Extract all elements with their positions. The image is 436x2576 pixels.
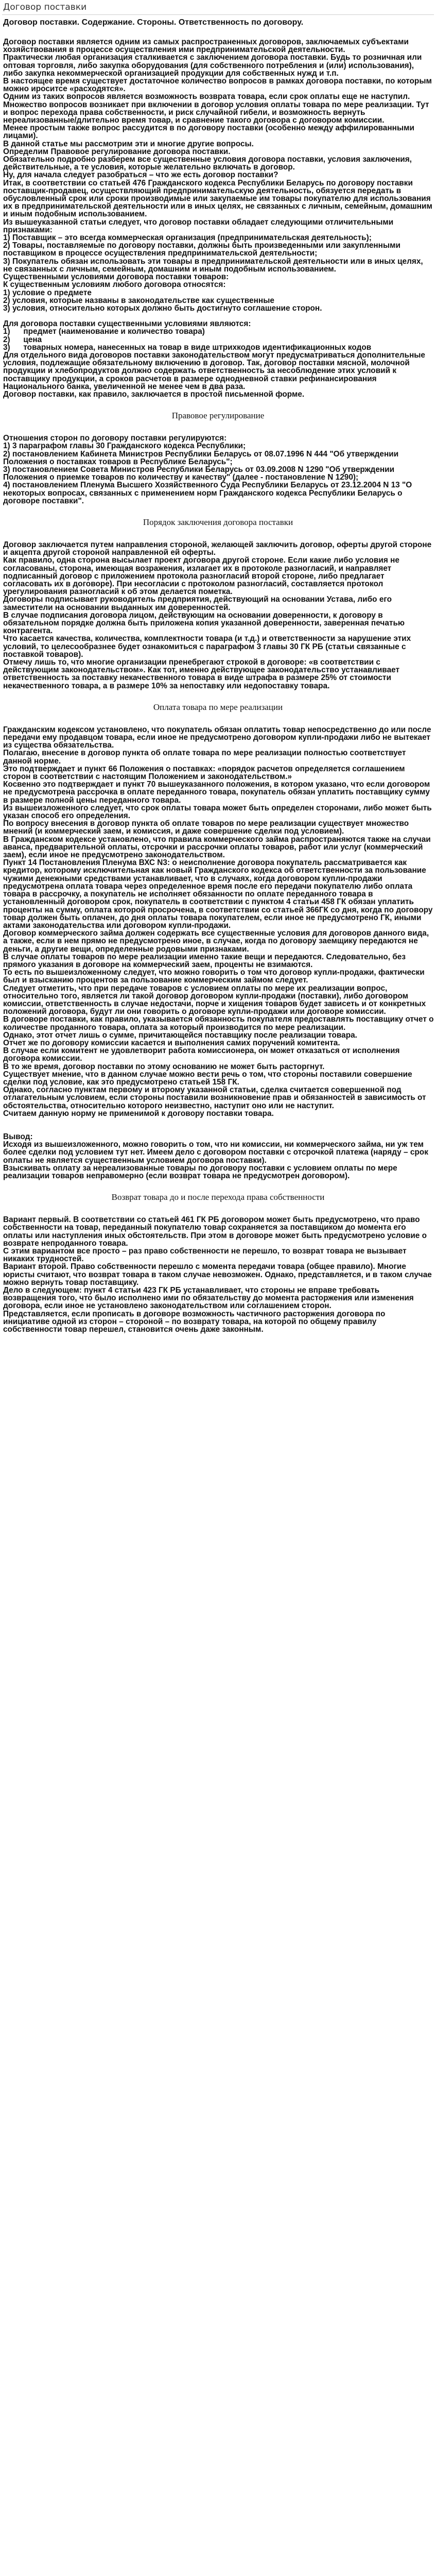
page-title: Договор поставки. Содержание. Стороны. Ответственность по договору. bbox=[3, 18, 304, 27]
paragraph: Для отдельного вида договоров поставки законодательством могут предусматриваться дополнительные условия, подлежащие обязательному включению в договор. Так, договор поставки мясной, молочной продукции и хлебопродуктов должно содержать ответственность за несоблюдение этих условий к поставщику продукции, а сроков расчетов в размере однодневной ставки рефинансирования Национального банка, увеличенной не менее чем в два раза. bbox=[3, 350, 428, 391]
paragraph: Существует мнение, что в данном случае можно вести речь о том, что стороны поставили совершение сделки под условие, как это предусмотрено статьей 158 ГК. bbox=[3, 1070, 414, 1087]
paragraph: Договор заключается путем направления стороной, желающей заключить договор, оферты другой стороне и акцепта другой стороной направленной ей оферты. bbox=[3, 540, 434, 557]
paragraph: В данной статье мы рассмотрим эти и многие другие вопросы. bbox=[3, 139, 254, 148]
paragraph: В случае оплаты товаров по мере реализации именно такие вещи и передаются. Следовательно, без прямого указания в договоре на коммерческий заем, проценты не взимаются. bbox=[3, 952, 408, 969]
section-heading-conclusion: Порядок заключения договора поставки bbox=[143, 517, 293, 527]
paragraph: Менее простым также вопрос рассудится в по договору поставки (особенно между аффилированными лицами). bbox=[3, 124, 417, 141]
section-heading-payment: Оплата товара по мере реализации bbox=[153, 702, 283, 712]
summary-heading: Вывод: bbox=[3, 1132, 33, 1141]
list-item: 4) постановлением Пленума Высшего Хозяйственного Суда Республики Беларусь от 23.12.2004 N 13 "О некоторых вопросах, связанных с применением норм Гражданского кодекса Республики Беларусь о договоре поставки". bbox=[3, 481, 414, 505]
paragraph: В случае подписания договора лицом, действующим на основании доверенности, к договору в обязательном порядке должна быть приложена копия указанной доверенности, заверенная печатью контрагента. bbox=[3, 611, 407, 636]
list-item: 1) Поставщик – это всегда коммерческая организация (предпринимательская деятельность); bbox=[3, 233, 372, 243]
paragraph: Исходя из вышеизложенного, можно говорить о том, что ни комиссии, ни коммерческого займа, ни уж тем более сделки под условием тут нет. Имеем дело с договором поставки с отсрочкой платежа (наряду – срок оплаты не является существенным условием договора поставки). bbox=[3, 1140, 431, 1165]
paragraph: В настоящее время существует достаточное количество вопросов в рамках договора поставки, по которым можно ироситсе «расходятся». bbox=[3, 77, 434, 94]
breadcrumb[interactable]: Договор поставки bbox=[3, 2, 87, 12]
paragraph: Отмечу лишь то, что многие организации пренебрегают строкой в договоре: «в соответствии с действующим законодательством». Как тот, именно действующее законодательство устанавливает ответственность за поставку некачественного товара в виде штрафа в размере 25% от стоимости некачественного товара, а в размере 10% за непоставку или недопоставку товара. bbox=[3, 658, 402, 690]
section-heading-legal: Правовое регулирование bbox=[171, 411, 265, 421]
paragraph: Договор поставки является одним из самых распространенных договоров, заключаемых субъектами хозяйствования в процессе осуществления ими предпринимательской деятельности. bbox=[3, 38, 411, 55]
paragraph: Однако, этот отчет лишь о сумме, причитающейся поставщику после реализации товара. bbox=[3, 1030, 357, 1040]
paragraph: Договор коммерческого займа должен содержать все существенные условия для договоров данного вида, а также, если в нем прямо не предусмотрено иное, в случае, когда по договору заемщику передаются не деньги, а другие вещи, определенные родовыми признаками. bbox=[3, 929, 431, 954]
paragraph: Представляется, если прописать в договоре возможность частичного расторжения договора по инициативе одной из сторон – стороной – по возврату товара, на которой по общему правилу собственности товар перешел, становится очень даже законным. bbox=[3, 1309, 388, 1334]
list-item: 1) 3 параграфом главы 30 Гражданского кодекса Республики; bbox=[3, 442, 246, 451]
return-section bbox=[2, 1216, 434, 1333]
paragraph: К существенным условиям любого договора относятся: bbox=[3, 280, 226, 290]
paragraph: Определим Правовое регулирование договора поставки. bbox=[3, 147, 231, 156]
paragraph: Итак, в соответствии со статьей 476 Гражданского кодекса Республики Беларусь по договору поставки поставщик-продавец, осуществляющий предпринимательскую деятельность, обязуется передать в обусловленный срок или сроки производимые или закупаемые им товары покупателю для использования их в предпринимательской деятельности или в иных целях, не связанных с личным, семейным, домашним и иным подобным использованием. bbox=[3, 178, 435, 219]
list-item: 3) условия, относительно которых должно быть достигнуто соглашение сторон. bbox=[3, 303, 322, 313]
intro-section bbox=[2, 38, 434, 312]
paragraph: Дело в следующем: пункт 4 статьи 423 ГК РБ устанавливает, что стороны не вправе требовать возвращения того, что было исполнено ими по обязательству до момента расторжения или изменения договора, если иное не установлено законодательством или соглашением сторон. bbox=[3, 1286, 416, 1311]
list-item: 3) товарных номера, нанесенных на товар в виде штрихкодов идентификационных кодов bbox=[3, 343, 372, 352]
paragraph: Из вышеуказанной статьи следует, что договор поставки обладает следующими отличительными признаками: bbox=[3, 217, 396, 234]
list-item: 1) условие о предмете bbox=[3, 288, 92, 297]
paragraph: Вариант второй. Право собственности перешло с момента передачи товара (общее правило). Многие юристы считают, что возврат товара в таком случае невозможен. Однако, представляется, и в таком случае можно вернуть товар поставщику. bbox=[3, 1262, 434, 1287]
list-item: 1) предмет (наименование и количество товара) bbox=[3, 327, 205, 336]
paragraph: Договоры подписывает руководитель предприятия, действующий на основании Устава, либо его заместители на основании выданных им доверенностей. bbox=[3, 595, 394, 612]
legal-section bbox=[2, 434, 434, 505]
paragraph: С этим вариантом все просто – раз право собственности не перешло, то возврат товара не вызывает никаких трудностей. bbox=[3, 1247, 409, 1264]
summary-section bbox=[2, 1133, 434, 1180]
paragraph: Взыскивать оплату за нереализованные товары по договору поставки с условием оплаты по мере реализации товаров неправомерно (если возврат товара не предусмотрен договором). bbox=[3, 1163, 399, 1180]
list-item: 3) постановлением Совета Министров Республики Беларусь от 03.09.2008 N 1290 "Об утверждении Положения о приемке товаров по количеству и качеству" (далее - постановление N 1290); bbox=[3, 465, 397, 482]
paragraph: Существенными условиями договора поставки товаров: bbox=[3, 273, 229, 282]
paragraph: Косвенно это подтверждает и пункт 70 вышеуказанного положения, в котором указано, что если договором не предусмотрена рассрочка в оплате переданного товара, покупатель обязан уплатить поставщику сумму в размере полной цены переданного товара. bbox=[3, 780, 432, 805]
conclusion-procedure-section bbox=[2, 541, 434, 690]
list-item: 2) цена bbox=[3, 335, 42, 344]
payment-section bbox=[2, 726, 434, 1117]
paragraph: Однако, согласно пунктам первому и второму указанной статьи, сделка считается совершенной под отлагательным условием, если стороны поставили возникновение прав и обязанностей в зависимость от обстоятельства, относительно которого неизвестно, наступит оно или не наступит. bbox=[3, 1086, 428, 1110]
paragraph: По вопросу внесения в договор пункта об оплате товаров по мере реализации существует множество мнений (и коммерческий заем, и комиссия, и даже совершение сделки под условием). bbox=[3, 819, 411, 836]
list-item: 2) постановлением Кабинета Министров Республики Беларусь от 08.07.1996 N 444 "Об утверждении Положения о поставках товаров в Республике Беларусь"; bbox=[3, 449, 401, 466]
paragraph: Отношения сторон по договору поставки регулируются: bbox=[3, 434, 227, 443]
paragraph: Считаем данную норму не применимой к договору поставки товара. bbox=[3, 1109, 274, 1118]
paragraph: Обязательно подробно разберем все существенные условия договора поставки, условия заключения, действительные, а те условия, которые желательно включать в договор. bbox=[3, 155, 414, 172]
paragraph: Отчет же по договору комиссии касается и выполнения самих поручений комитента. bbox=[3, 1038, 340, 1047]
paragraph: В то же время, договор поставки по этому основанию не может быть расторгнут. bbox=[3, 1062, 325, 1071]
paragraph: Ну, для начала следует разобраться – что же есть договор поставки? bbox=[3, 171, 278, 180]
section-heading-return: Возврат товара до и после перехода права собственности bbox=[111, 1192, 325, 1202]
paragraph: Гражданским кодексом установлено, что покупатель обязан оплатить товар непосредственно до или после передачи ему продавцом товара, если иное не предусмотрено договором купли-продажи либо не вытекает из существа обязательства. bbox=[3, 725, 433, 750]
top-bar bbox=[2, 1, 434, 15]
essential-terms-section bbox=[2, 320, 434, 398]
paragraph: Как правило, одна сторона высылает проект договора другой стороне. Если какие либо условия не согласованы, сторона, имеющая возражения, излагает их в протоколе разногласий, и направляет подписанный договор с приложением протокола разногласий второй стороне, либо предлагает согласовать их в договоре). При несогласии с протоколом разногласий, составляется протокол урегулирования разногласий к об этом делается пометка. bbox=[3, 556, 402, 597]
paragraph: В Гражданском кодексе установлено, что правила коммерческого займа распространяются также на случаи аванса, предварительной оплаты, отсрочки и рассрочки оплаты товаров, работ или услуг (коммерческий заем), если иное не предусмотрено законодательством. bbox=[3, 835, 433, 860]
paragraph: Множество вопросов возникает при включении в договор условия оплаты товара по мере реализации. Тут и вопрос перехода права собственности, и риск случайной гибели, и возможность вернуть нереализованные/длительно время товар, и сравнение такого договора с договором комиссии. bbox=[3, 100, 431, 125]
paragraph: Для договора поставки существенными условиями являются: bbox=[3, 319, 251, 329]
paragraph: Одним из таких вопросов является возможность возврата товара, если срок оплаты еще не наступил. bbox=[3, 92, 410, 101]
paragraph: В договоре поставки, как правило, указывается обязанность покупателя предоставлять поставщику отчет о количестве проданного товара, оплата за который производится по мере реализации. bbox=[3, 1015, 436, 1032]
paragraph: В случае если комитент не удовлетворит работа комиссионера, он может отказаться от исполнения договора комиссии. bbox=[3, 1046, 402, 1063]
paragraph: Пункт 14 Постановления Пленума ВХС N3: о неисполнение договора покупатель рассматривается как кредитор, которому исключительная как новый Гражданского кодекса об ответственности за пользование чужими денежными средствами устанавливает, что в случаях, когда договором купли-продажи предусмотрена оплата товара через определенное время после его передачи покупателю либо оплата товара в рассрочку, а покупатель не исполняет обязанности по оплате переданного товара в установленный договором срок, покупатель в соответствии с пунктом 4 статьи 458 ГК обязан уплатить проценты на сумму, оплата которой просрочена, в соответствии со статьей 366ГК со дня, когда по договору товар должен быть оплачен, до дня оплаты товара покупателем, если иное не предусмотрено ГК, иными актами законодательства или договором купли-продажи. bbox=[3, 858, 435, 930]
paragraph: Полагаю, внесение в договор пункта об оплате товара по мере реализации полностью соответствует данной норме. bbox=[3, 749, 408, 766]
paragraph: Вариант первый. В соответствии со статьей 461 ГК РБ договором может быть предусмотрено, что право собственности на товар, переданный покупателю товар сохраняется за поставщиком до момента его оплаты или наступления иных обстоятельств. При этом в договоре может быть предусмотрено условие о возврате непроданного товара. bbox=[3, 1215, 429, 1248]
paragraph: То есть по вышеизложенному следует, что можно говорить о том что договор купли-продажи, фактически был и взысканию процентов за пользование коммерческим займом следует. bbox=[3, 968, 427, 985]
list-item: 3) Покупатель обязан использовать эти товары в предпринимательской деятельности или в иных целях, не связанных с личным, семейным, домашним и иным подобным использованием. bbox=[3, 257, 425, 274]
paragraph: Это подтверждает и пункт 66 Положения о поставках: «порядок расчетов определяется соглашением сторон в соответствии с настоящим Положением и законодательством.» bbox=[3, 764, 407, 782]
paragraph: Из вышеизложенного следует, что срок оплаты товара может быть определен сторонами, либо может быть указан способ его определения. bbox=[3, 803, 434, 821]
paragraph: Практически любая организация сталкивается с заключением договора поставки. Будь то розничная или оптовая торговля, либо закупка оборудования (для собственного потребления и (или) использования), либо закупка некоммерческой организацией продукции для собственных нужд и т.п. bbox=[3, 53, 424, 78]
paragraph: Что касается качества, количества, комплектности товара (и т.д.) и ответственности за нарушение этих условий, то целесообразнее будет ознакомиться с параграфом 3 главы 30 ГК РБ (статьи связанные с поставкой товаров). bbox=[3, 634, 413, 659]
list-item: 2) Товары, поставляемые по договору поставки, должны быть произведенными или закупленными поставщиком в процессе осуществления предпринимательской деятельности; bbox=[3, 241, 403, 258]
paragraph: Договор поставки, как правило, заключается в простой письменной форме. bbox=[3, 389, 305, 399]
list-item: 2) условия, которые названы в законодательстве как существенные bbox=[3, 296, 274, 305]
paragraph: Следует отметить, что при передаче товаров с условием оплаты по мере их реализации вопрос, относительно того, является ли такой договор договором купли-продажи (поставки), либо договором комиссии, ответственность в случае недостачи, порче и хищения товаров будет зависеть и от конкретных положений договора, будут ли они говорить о договоре купли-продажи или договоре комиссии. bbox=[3, 984, 428, 1016]
